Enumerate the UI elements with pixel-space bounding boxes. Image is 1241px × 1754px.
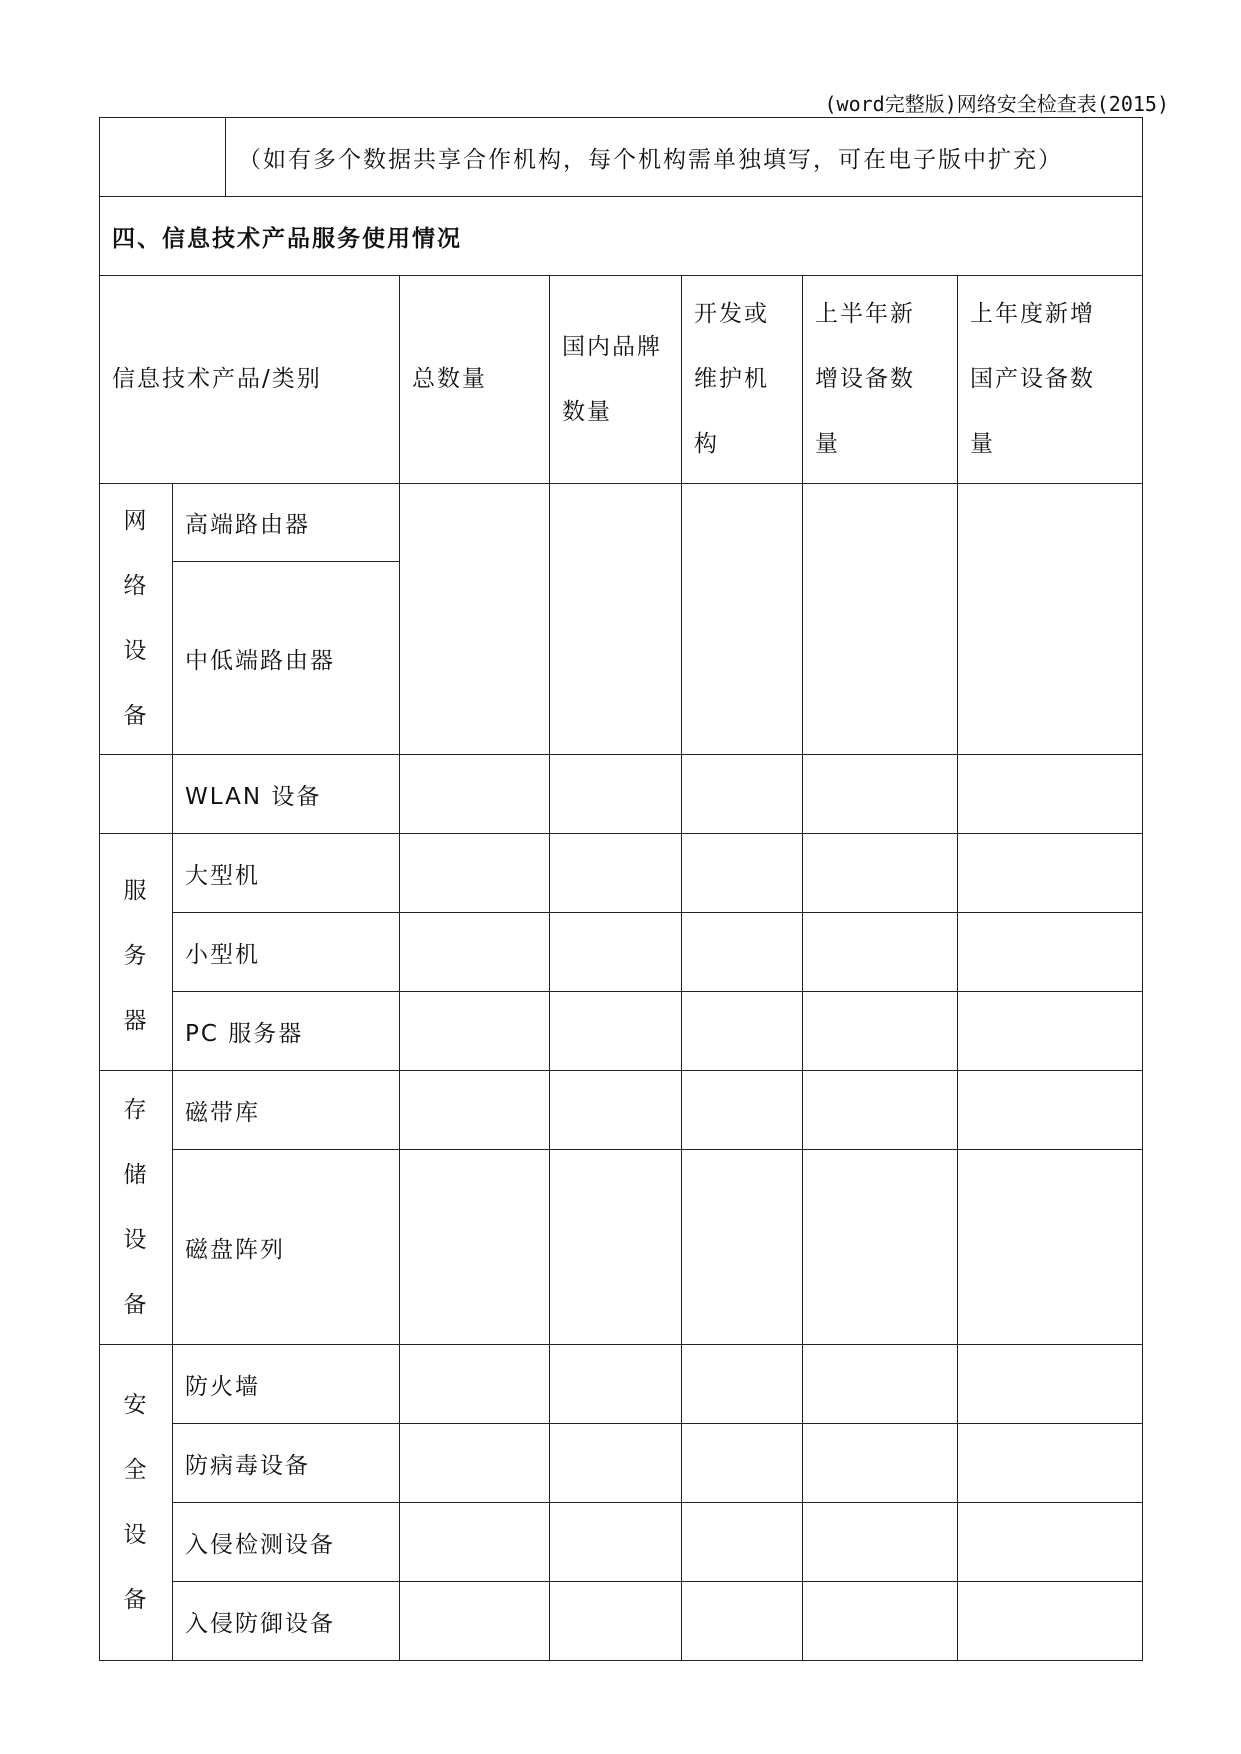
input-cell[interactable]	[682, 1150, 803, 1345]
input-cell[interactable]	[400, 484, 550, 755]
input-cell[interactable]	[958, 1424, 1143, 1503]
group-char: 全	[123, 1456, 149, 1483]
col-header-line: 国内品牌	[562, 333, 662, 360]
item-label: 小型机	[173, 913, 400, 992]
col-header-line: 数量	[562, 398, 612, 425]
checklist-table	[99, 117, 1143, 1661]
input-cell[interactable]	[958, 1150, 1143, 1345]
input-cell[interactable]	[400, 992, 550, 1071]
input-cell[interactable]	[550, 755, 682, 834]
group-char: 网	[123, 508, 149, 534]
input-cell[interactable]	[958, 1503, 1143, 1582]
input-cell[interactable]	[682, 1582, 803, 1661]
input-cell[interactable]	[803, 1150, 958, 1345]
group-char: 设	[123, 1226, 149, 1253]
input-cell[interactable]	[682, 834, 803, 913]
col-header-dev	[682, 276, 803, 484]
col-header-line: 上半年新	[815, 301, 915, 327]
col-header-line: 增设备数	[815, 366, 915, 392]
input-cell[interactable]	[803, 755, 958, 834]
input-cell[interactable]	[682, 1424, 803, 1503]
input-cell[interactable]	[400, 1424, 550, 1503]
input-cell[interactable]	[958, 755, 1143, 834]
item-label: 入侵防御设备	[173, 1582, 400, 1661]
input-cell[interactable]	[803, 1071, 958, 1150]
group-label-server	[100, 834, 173, 1071]
col-header-line: 构	[694, 431, 719, 457]
col-header-total: 总数量	[400, 276, 550, 484]
input-cell[interactable]	[400, 1503, 550, 1582]
input-cell[interactable]	[682, 755, 803, 834]
col-header-last-year-new	[958, 276, 1143, 484]
input-cell[interactable]	[550, 834, 682, 913]
page-header: (word完整版)网络安全检查表(2015)	[824, 92, 1169, 116]
input-cell[interactable]	[958, 992, 1143, 1071]
input-cell[interactable]	[550, 1503, 682, 1582]
input-cell[interactable]	[803, 1503, 958, 1582]
col-header-line: 开发或	[694, 301, 769, 327]
item-label: 入侵检测设备	[173, 1503, 400, 1582]
group-char: 安	[123, 1391, 149, 1418]
group-char: 存	[123, 1096, 149, 1123]
group-char: 器	[123, 1007, 149, 1034]
item-label: 中低端路由器	[173, 562, 400, 755]
input-cell[interactable]	[400, 834, 550, 913]
item-label: 高端路由器	[173, 484, 400, 562]
input-cell[interactable]	[803, 992, 958, 1071]
input-cell[interactable]	[550, 992, 682, 1071]
input-cell[interactable]	[550, 484, 682, 755]
input-cell[interactable]	[682, 992, 803, 1071]
input-cell[interactable]	[682, 1503, 803, 1582]
input-cell[interactable]	[400, 1071, 550, 1150]
group-char: 务	[123, 942, 149, 969]
input-cell[interactable]	[803, 1345, 958, 1424]
input-cell[interactable]	[958, 834, 1143, 913]
col-header-domestic	[550, 276, 682, 484]
input-cell[interactable]	[400, 1582, 550, 1661]
group-char: 储	[123, 1161, 149, 1188]
col-header-line: 量	[815, 431, 840, 457]
item-label: 大型机	[173, 834, 400, 913]
input-cell[interactable]	[958, 913, 1143, 992]
item-label: PC 服务器	[173, 992, 400, 1071]
item-label: WLAN 设备	[173, 755, 400, 834]
group-char: 备	[123, 703, 149, 729]
item-label: 防火墙	[173, 1345, 400, 1424]
col-header-line: 上年度新增	[970, 301, 1095, 327]
item-label: 防病毒设备	[173, 1424, 400, 1503]
group-char: 备	[123, 1291, 149, 1318]
input-cell[interactable]	[803, 1582, 958, 1661]
note-text: （如有多个数据共享合作机构，每个机构需单独填写，可在电子版中扩充）	[226, 118, 1143, 197]
item-label: 磁盘阵列	[173, 1150, 400, 1345]
group-char: 服	[123, 877, 149, 904]
input-cell[interactable]	[550, 1345, 682, 1424]
group-char: 备	[123, 1586, 149, 1613]
col-header-category: 信息技术产品/类别	[100, 276, 400, 484]
input-cell[interactable]	[803, 913, 958, 992]
group-char: 设	[123, 1521, 149, 1548]
col-header-h1-new	[803, 276, 958, 484]
input-cell[interactable]	[400, 1345, 550, 1424]
input-cell[interactable]	[958, 484, 1143, 755]
col-header-line: 国产设备数	[970, 366, 1095, 392]
input-cell[interactable]	[958, 1582, 1143, 1661]
input-cell[interactable]	[958, 1345, 1143, 1424]
group-label-storage	[100, 1071, 173, 1345]
group-char: 络	[123, 573, 149, 599]
group-label-security	[100, 1345, 173, 1661]
input-cell[interactable]	[958, 1071, 1143, 1150]
input-cell[interactable]	[682, 913, 803, 992]
col-header-line: 维护机	[694, 366, 769, 392]
item-label: 磁带库	[173, 1071, 400, 1150]
group-label-network	[100, 484, 173, 755]
section-title: 四、信息技术产品服务使用情况	[100, 197, 1143, 276]
input-cell[interactable]	[682, 484, 803, 755]
input-cell[interactable]	[400, 1150, 550, 1345]
input-cell[interactable]	[400, 755, 550, 834]
input-cell[interactable]	[550, 1150, 682, 1345]
input-cell[interactable]	[550, 1582, 682, 1661]
input-cell[interactable]	[803, 484, 958, 755]
input-cell[interactable]	[803, 1424, 958, 1503]
input-cell[interactable]	[803, 834, 958, 913]
input-cell[interactable]	[550, 1424, 682, 1503]
input-cell[interactable]	[550, 1071, 682, 1150]
col-header-line: 量	[970, 431, 995, 457]
input-cell[interactable]	[400, 913, 550, 992]
group-char: 设	[123, 638, 149, 664]
blank-cell	[100, 118, 226, 197]
input-cell[interactable]	[682, 1071, 803, 1150]
input-cell[interactable]	[550, 913, 682, 992]
input-cell[interactable]	[682, 1345, 803, 1424]
blank-cell	[100, 755, 173, 834]
